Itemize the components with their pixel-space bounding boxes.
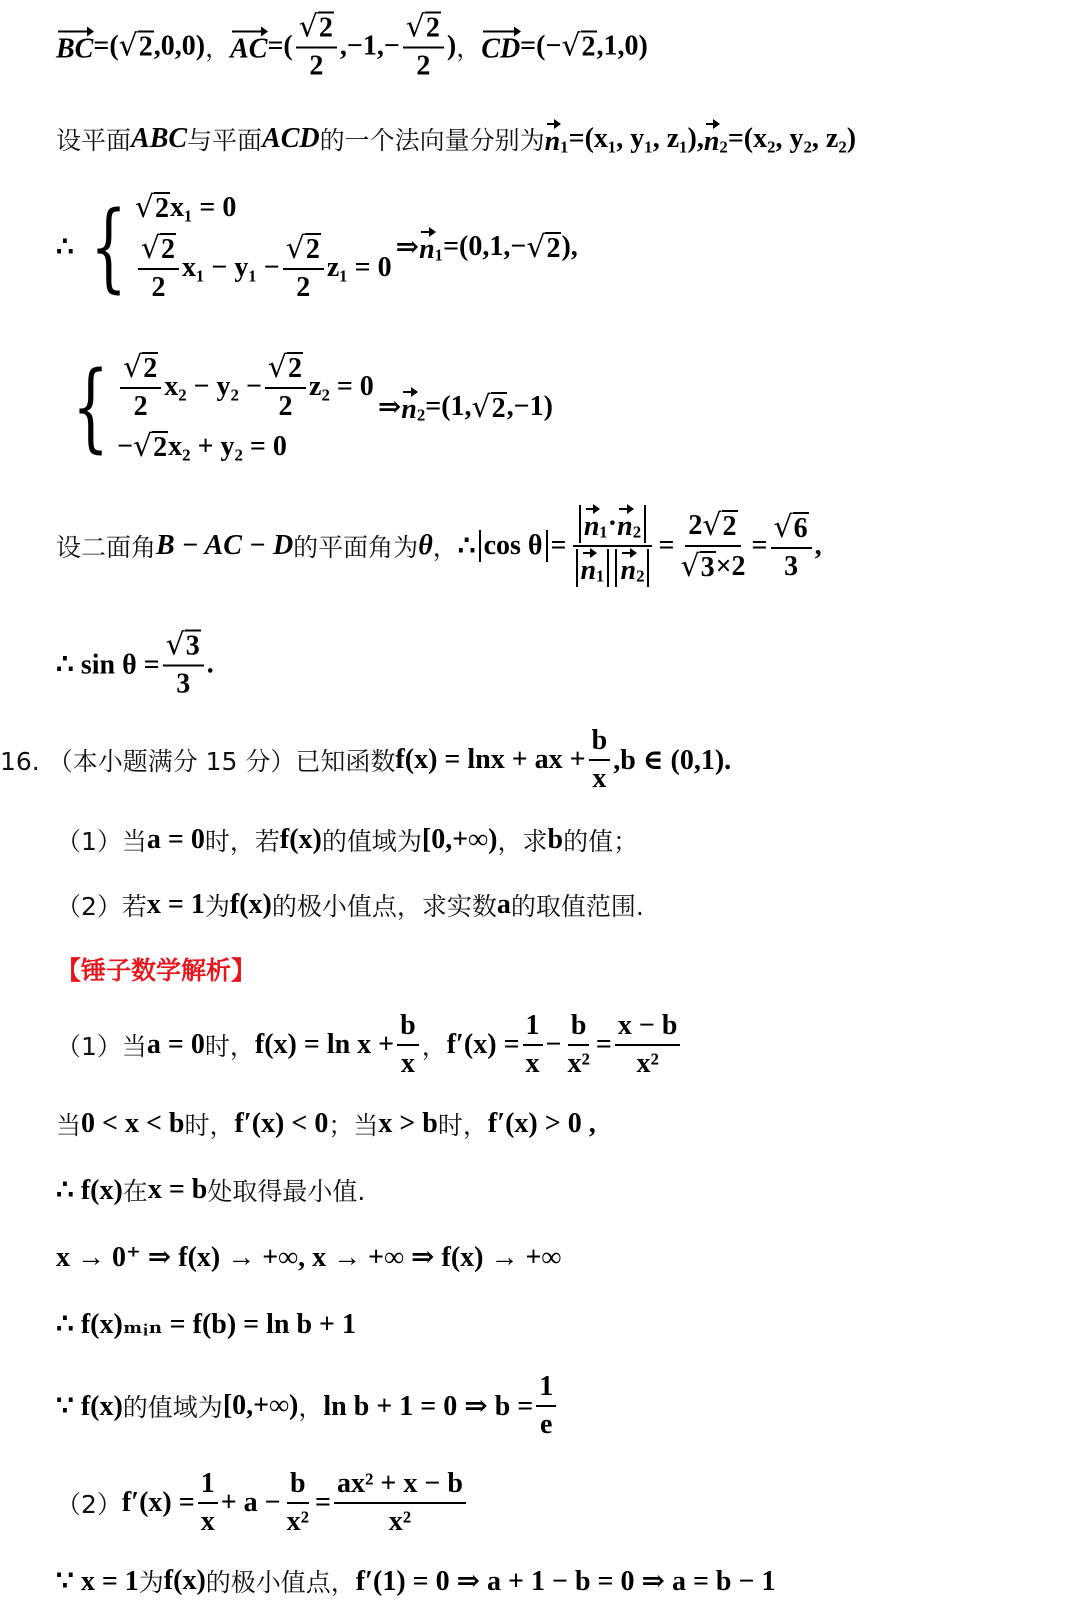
- document-line: [56, 1106, 596, 1142]
- numerator: [536, 1371, 556, 1407]
- math-text: z₂ = 0: [309, 370, 374, 402]
- square-root: [286, 231, 321, 266]
- text: 处取得最小值.: [207, 1177, 366, 1206]
- radicand: 2: [155, 193, 170, 225]
- math-text: 0 < x < b: [81, 1108, 185, 1139]
- vector: n: [620, 549, 636, 587]
- denominator: [275, 389, 295, 423]
- numerator: [685, 508, 740, 547]
- numerator: [163, 628, 204, 667]
- text: （1）当: [56, 1032, 147, 1061]
- math-text: =: [658, 530, 675, 561]
- radicand: 2: [153, 432, 168, 464]
- radical-sign: √: [133, 429, 153, 464]
- document-line: [56, 10, 648, 83]
- math-text: 1: [539, 1371, 554, 1402]
- math-text: x²: [636, 1048, 659, 1079]
- math-text: =(: [93, 30, 119, 61]
- document-line: [56, 822, 638, 858]
- math-text: f′(x) =: [446, 1029, 520, 1060]
- math-text: 2: [133, 391, 148, 422]
- document-line: [56, 120, 856, 158]
- text: 的平面角为: [293, 533, 419, 562]
- math-text: =(: [267, 30, 293, 61]
- math-text: ,−1): [506, 391, 553, 422]
- math-text: ,: [814, 530, 822, 561]
- math-variable: B − AC − D: [156, 530, 294, 561]
- math-text: x = b: [147, 1174, 208, 1205]
- system-rows: [117, 350, 374, 464]
- text: 时，: [437, 1111, 488, 1140]
- square-root: [299, 10, 334, 45]
- vector: n: [704, 120, 720, 158]
- radical-sign: √: [123, 350, 143, 385]
- numerator: [265, 350, 306, 389]
- math-text: a = 0: [146, 1029, 205, 1060]
- radicand: 2: [425, 12, 440, 44]
- section-heading: 【锤子数学解析】: [56, 956, 257, 985]
- math-text: ₂=(1,: [416, 391, 472, 422]
- text: 的极小值点，求实数: [271, 892, 497, 921]
- math-text: ∴ sin θ =: [56, 649, 160, 680]
- math-text: ₂: [636, 552, 645, 583]
- math-text: z₁ = 0: [326, 251, 392, 283]
- math-text: x₂ + y₂ = 0: [168, 430, 287, 462]
- fraction: [163, 628, 204, 701]
- square-root: [561, 29, 596, 64]
- math-text: ∴ f(x): [56, 1175, 123, 1206]
- radicand: 3: [700, 552, 715, 584]
- denominator: [523, 1046, 543, 1080]
- fraction: [771, 510, 812, 583]
- radical-sign: √: [526, 229, 546, 265]
- radical-sign: √: [140, 231, 161, 266]
- radical-sign: √: [165, 627, 185, 663]
- math-text: ,0,0): [153, 30, 206, 61]
- math-text: −: [545, 1029, 562, 1060]
- text: 设二面角: [56, 533, 157, 562]
- math-text: a = 0: [146, 824, 205, 855]
- square-root: [526, 230, 561, 265]
- math-text: ₁·: [599, 508, 618, 539]
- math-text: 2: [416, 50, 431, 82]
- math-text: 2: [296, 272, 311, 303]
- text: 的一个法向量分别为: [319, 126, 545, 155]
- text: （2）: [56, 1490, 122, 1519]
- radicand: 2: [546, 232, 561, 264]
- vector: BC: [56, 27, 93, 65]
- numerator: [573, 505, 652, 547]
- numerator: [198, 1468, 218, 1504]
- math-text: x²: [286, 1506, 310, 1537]
- math-text: 2: [688, 509, 703, 541]
- radicand: 2: [138, 31, 153, 63]
- document-line: [56, 628, 214, 701]
- math-variable: ABC: [131, 123, 188, 154]
- math-text: f(x): [279, 824, 322, 855]
- numerator: [589, 725, 611, 761]
- text: 的极小值点，: [205, 1568, 356, 1597]
- math-text: f(x): [229, 889, 272, 920]
- math-text: f′(x) =: [121, 1487, 195, 1518]
- fraction: [565, 1010, 593, 1080]
- square-root: [119, 29, 154, 64]
- fraction: [615, 1010, 681, 1080]
- math-text: ⇒: [395, 232, 420, 263]
- math-text: x: [592, 763, 607, 794]
- math-text: ,b ∈ (0,1).: [613, 745, 732, 776]
- radicand: 2: [722, 511, 737, 543]
- math-text: ∴: [457, 531, 476, 562]
- numerator: [287, 1468, 309, 1504]
- document-line: [56, 951, 256, 987]
- absolute-value: [576, 549, 610, 587]
- radicand: 2: [491, 392, 506, 424]
- square-root: [123, 350, 158, 385]
- math-text: b: [400, 1010, 416, 1041]
- denominator: [131, 389, 151, 423]
- math-text: ax² + x − b: [337, 1468, 463, 1499]
- radical-sign: √: [267, 350, 288, 385]
- radical-sign: √: [405, 9, 425, 45]
- math-text: x²: [567, 1048, 590, 1079]
- square-root: [268, 350, 303, 385]
- math-text: x = 1: [146, 889, 205, 920]
- radical-sign: √: [471, 389, 491, 425]
- math-text: b: [547, 824, 564, 855]
- text: （2）若: [56, 892, 147, 921]
- square-root: [406, 10, 441, 45]
- text: ，: [456, 33, 482, 62]
- text: ，: [432, 533, 458, 562]
- math-text: =(−: [520, 30, 562, 61]
- math-text: ∴: [56, 232, 74, 263]
- radicand: 2: [318, 12, 333, 44]
- math-text: cos θ: [483, 530, 543, 561]
- denominator: [677, 547, 748, 584]
- text: 的值域为: [122, 1393, 223, 1422]
- text: 16. （本小题满分 15 分）已知函数: [0, 747, 396, 776]
- text: ，: [205, 33, 231, 62]
- radicand: 2: [581, 31, 596, 63]
- square-root: [472, 390, 507, 425]
- radicand: 2: [161, 234, 176, 266]
- vector: n: [584, 505, 600, 543]
- denominator: [565, 1046, 593, 1080]
- math-text: f(x) = lnx + ax +: [395, 744, 586, 775]
- denominator: [148, 270, 168, 304]
- math-text: −: [117, 430, 134, 462]
- math-text: ₁=(x₁, y₁, z₁),: [560, 123, 704, 154]
- radicand: 2: [305, 234, 320, 266]
- math-text: 2: [151, 272, 166, 303]
- math-text: [0,+∞): [222, 1390, 299, 1421]
- math-text: x₂ − y₂ −: [164, 370, 262, 402]
- text: 的取值范围.: [510, 892, 644, 921]
- text: 为: [138, 1568, 164, 1597]
- document-line: [56, 1563, 775, 1599]
- fraction: [284, 1468, 312, 1538]
- math-text: b: [570, 1010, 587, 1041]
- radicand: 2: [288, 353, 303, 385]
- text: 当: [56, 1111, 82, 1140]
- document-line: [56, 1010, 683, 1080]
- vector: n: [617, 505, 633, 543]
- vector: n: [545, 120, 561, 158]
- document-line: [56, 1307, 356, 1341]
- fraction: [589, 725, 611, 795]
- fraction: [138, 231, 179, 304]
- denominator: [198, 1504, 218, 1538]
- math-variable: ACD: [262, 123, 320, 154]
- radicand: 2: [143, 353, 158, 385]
- fraction: [570, 505, 656, 587]
- numerator: [771, 510, 812, 549]
- numerator: [523, 1010, 543, 1046]
- math-text: f′(x) < 0: [234, 1108, 329, 1139]
- fraction: [677, 508, 748, 584]
- math-text: ∵ f(x): [56, 1391, 123, 1422]
- numerator: [403, 10, 444, 49]
- document-line: [56, 350, 553, 464]
- math-text: =: [595, 1029, 612, 1060]
- denominator: [386, 1504, 414, 1538]
- text: ；当: [328, 1111, 379, 1140]
- math-text: x: [400, 1048, 415, 1079]
- math-text: b: [290, 1468, 306, 1499]
- text: ，: [421, 1032, 447, 1061]
- document-line: [56, 1371, 559, 1441]
- vector: n: [419, 228, 435, 266]
- numerator: [334, 1468, 466, 1504]
- absolute-value: [579, 505, 646, 543]
- radical-sign: √: [680, 549, 700, 584]
- denominator: [306, 49, 326, 83]
- math-text: ),: [561, 231, 578, 262]
- system-equation: [117, 350, 374, 423]
- fraction: [283, 231, 324, 304]
- math-text: ₂: [632, 508, 642, 539]
- system-equation: [135, 231, 392, 304]
- fraction: [397, 1010, 419, 1080]
- math-text: 2: [278, 391, 293, 422]
- text: 与平面: [187, 126, 263, 155]
- numerator: [296, 10, 337, 49]
- radical-sign: √: [134, 190, 155, 225]
- document-line: [56, 190, 578, 304]
- text: 时，: [184, 1111, 235, 1140]
- document-line: [56, 1240, 561, 1274]
- text: （1）当: [56, 827, 147, 856]
- square-root: [141, 231, 176, 266]
- denominator: [633, 1046, 661, 1080]
- math-text: 2: [309, 50, 324, 82]
- text: 设平面: [56, 126, 132, 155]
- denominator: [398, 1046, 418, 1080]
- square-root: [702, 508, 737, 543]
- math-text: .: [206, 648, 214, 679]
- math-text: ∵ x = 1: [56, 1566, 139, 1597]
- math-text: x: [200, 1506, 215, 1537]
- denominator: [589, 761, 609, 795]
- fraction: [265, 350, 306, 423]
- numerator: [138, 231, 179, 270]
- math-text: a: [496, 889, 511, 920]
- numerator: [120, 350, 161, 389]
- numerator: [615, 1010, 681, 1046]
- fraction: [296, 10, 337, 83]
- square-root: [135, 190, 170, 225]
- radicand: 3: [185, 630, 200, 662]
- math-text: [0,+∞): [421, 824, 498, 855]
- equation-system: [78, 190, 392, 304]
- math-text: ,−1,−: [339, 30, 400, 61]
- math-text: 1: [525, 1010, 540, 1041]
- text: 的值；: [563, 827, 639, 856]
- math-text: f′(x) > 0 ,: [487, 1108, 596, 1139]
- radical-sign: √: [285, 231, 305, 266]
- document-line: [56, 1172, 365, 1208]
- math-text: f(x): [163, 1565, 206, 1596]
- math-text: =: [315, 1487, 332, 1518]
- math-text: x → 0⁺ ⇒ f(x) → +∞, x → +∞ ⇒ f(x) → +∞: [56, 1242, 562, 1273]
- math-text: ln b + 1 = 0 ⇒ b =: [323, 1391, 534, 1422]
- denominator: [537, 1407, 555, 1441]
- denominator: [413, 49, 433, 83]
- math-text: x: [525, 1048, 540, 1079]
- text: ，: [298, 1393, 324, 1422]
- math-text: ): [446, 30, 457, 61]
- fraction: [403, 10, 444, 83]
- system-equation: [117, 429, 374, 464]
- math-text: 1: [200, 1468, 215, 1499]
- fraction: [334, 1468, 466, 1538]
- math-text: f′(1) = 0 ⇒ a + 1 − b = 0 ⇒ a = b − 1: [355, 1566, 776, 1597]
- text: 在: [122, 1177, 148, 1206]
- fraction: [536, 1371, 556, 1441]
- brace: {: [90, 191, 127, 303]
- math-text: ∴ f(x)ₘᵢₙ = f(b) = ln b + 1: [56, 1309, 357, 1340]
- denominator: [293, 270, 313, 304]
- radical-sign: √: [561, 28, 581, 64]
- math-text: f(x) = ln x +: [254, 1029, 395, 1060]
- numerator: [283, 231, 324, 270]
- fraction: [120, 350, 161, 423]
- math-text: b: [591, 725, 608, 756]
- math-text: ₁=(0,1,−: [434, 231, 527, 262]
- text: 时，: [204, 1032, 255, 1061]
- fraction: [523, 1010, 543, 1080]
- vector: n: [401, 388, 417, 426]
- document-line: [0, 725, 731, 795]
- square-root: [774, 510, 809, 545]
- math-text: ,1,0): [596, 30, 648, 61]
- math-text: x > b: [378, 1108, 438, 1139]
- numerator: [397, 1010, 419, 1046]
- text: 时，若: [204, 827, 280, 856]
- system-equation: [135, 190, 392, 225]
- math-text: x₁ − y₁ −: [182, 251, 280, 283]
- square-root: [680, 549, 715, 584]
- vector: n: [581, 549, 597, 587]
- equation-system: [60, 350, 374, 464]
- document-line: [56, 887, 644, 923]
- math-text: =: [751, 530, 768, 561]
- text: ，求: [497, 827, 548, 856]
- math-text: ⇒: [377, 392, 402, 423]
- math-text: x − b: [617, 1010, 678, 1041]
- square-root: [133, 429, 168, 464]
- numerator: [568, 1010, 590, 1046]
- denominator: [781, 549, 801, 583]
- document-line: [56, 1468, 469, 1538]
- math-text: ×2: [715, 550, 746, 582]
- math-text: x₁ = 0: [170, 191, 237, 223]
- system-rows: [135, 190, 392, 304]
- math-text: + a −: [220, 1487, 281, 1518]
- text: 为: [204, 892, 230, 921]
- denominator: [173, 667, 193, 701]
- document-line: [56, 505, 822, 587]
- brace: {: [72, 351, 109, 463]
- vector: AC: [230, 27, 267, 65]
- math-variable: θ: [418, 530, 433, 561]
- square-root: [166, 628, 201, 663]
- math-text: 3: [784, 550, 799, 582]
- denominator: [284, 1504, 312, 1538]
- fraction: [198, 1468, 218, 1538]
- radical-sign: √: [118, 28, 138, 64]
- math-text: ₂=(x₂, y₂, z₂): [719, 123, 857, 154]
- absolute-value: [479, 530, 548, 562]
- radical-sign: √: [702, 508, 722, 543]
- text: 的值域为: [321, 827, 422, 856]
- radical-sign: √: [298, 9, 318, 45]
- math-text: ₁: [596, 552, 605, 583]
- absolute-value: [615, 549, 649, 587]
- radicand: 6: [793, 512, 808, 544]
- math-text: =: [550, 530, 567, 561]
- math-text: x²: [388, 1506, 412, 1537]
- math-text: 3: [176, 668, 191, 700]
- vector: CD: [481, 27, 520, 65]
- math-text: e: [540, 1409, 553, 1440]
- radical-sign: √: [773, 509, 793, 545]
- denominator: [570, 547, 656, 587]
